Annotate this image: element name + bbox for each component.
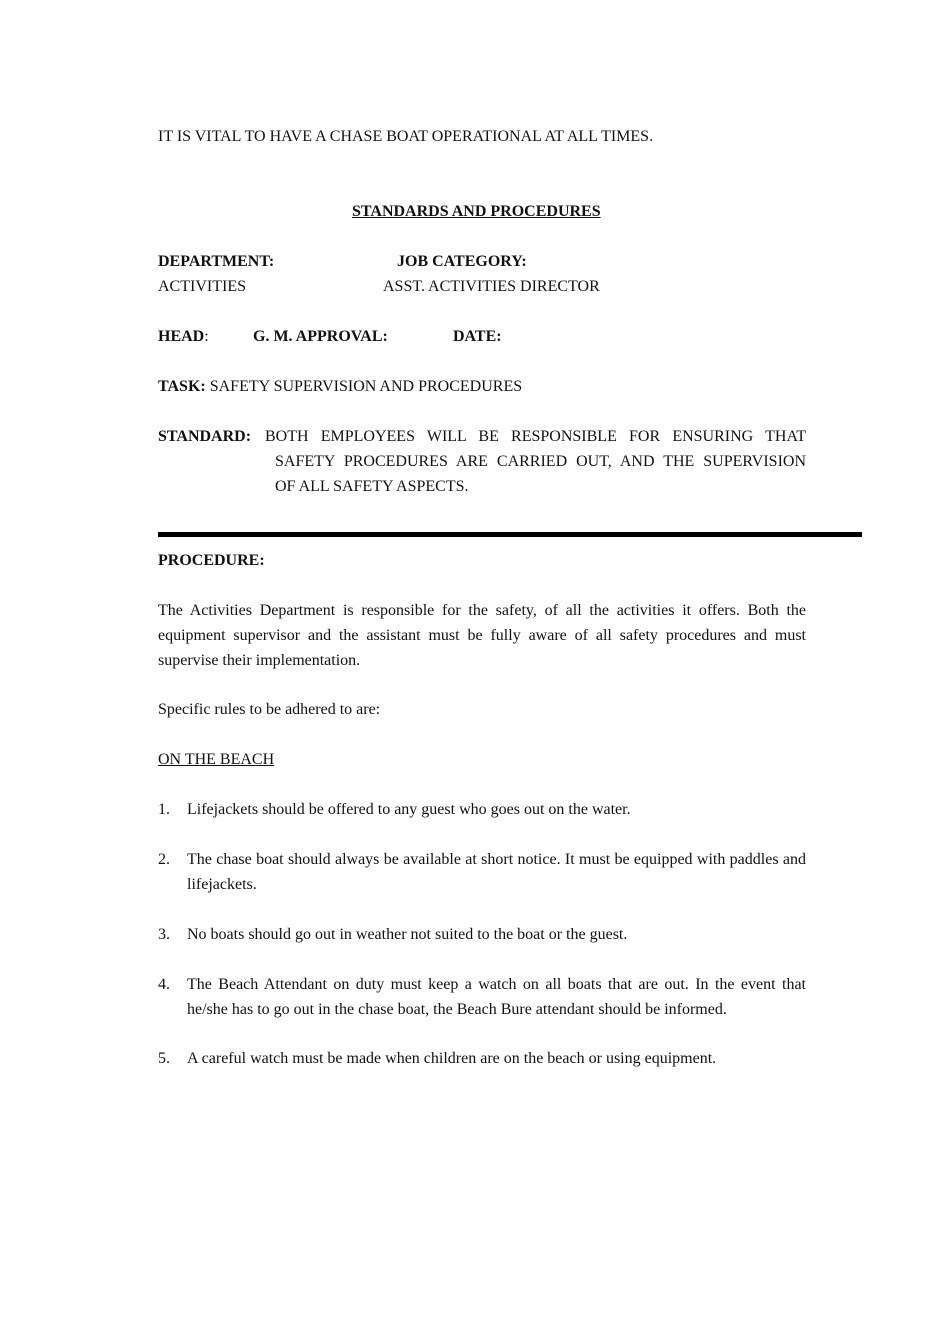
list-item: The Beach Attendant on duty must keep a watch on all boats that are out. In the event that he/she has to go out in the chase boat, the Beach Bure attendant should be informed. <box>187 976 806 1018</box>
procedure-paragraph: The Activities Department is responsible for the safety, of all the activities it offers. Both the equipment supervisor and the assistant must be fully aware of all safety procedures and must supervise their implementation. <box>158 602 806 669</box>
head-field <box>158 327 209 347</box>
rules-intro: Specific rules to be adhered to are: <box>158 701 381 718</box>
gm-approval-label: G. M. APPROVAL: <box>253 328 388 345</box>
page-title: STANDARDS AND PROCEDURES <box>352 203 601 220</box>
standard-line-2: SAFETY PROCEDURES ARE CARRIED OUT, AND THE SUPERVISION <box>275 453 806 470</box>
procedure-heading: PROCEDURE: <box>158 552 265 569</box>
head-colon: : <box>204 328 209 345</box>
job-category-label: JOB CATEGORY: <box>397 253 527 270</box>
list-item-number: 2. <box>158 851 170 868</box>
department-value: ACTIVITIES <box>158 278 246 295</box>
list-item-number: 3. <box>158 926 170 943</box>
department-label: DEPARTMENT: <box>158 253 275 270</box>
list-item: No boats should go out in weather not suited to the boat or the guest. <box>187 926 628 943</box>
on-the-beach-heading: ON THE BEACH <box>158 751 275 768</box>
standard-label: STANDARD: <box>158 428 252 445</box>
list-item: A careful watch must be made when children are on the beach or using equipment. <box>187 1050 717 1067</box>
task-label: TASK: <box>158 378 206 395</box>
list-item: Lifejackets should be offered to any guest who goes out on the water. <box>187 801 631 818</box>
task-value: SAFETY SUPERVISION AND PROCEDURES <box>209 378 523 395</box>
head-label: HEAD <box>158 328 205 345</box>
intro-line: IT IS VITAL TO HAVE A CHASE BOAT OPERATIONAL AT ALL TIMES. <box>158 128 654 145</box>
standard-line-1: BOTH EMPLOYEES WILL BE RESPONSIBLE FOR ENSURING THAT <box>265 428 806 445</box>
section-divider <box>158 532 862 537</box>
task-row <box>158 377 522 397</box>
standard-line-3: OF ALL SAFETY ASPECTS. <box>275 478 469 495</box>
list-item: The chase boat should always be available at short notice. It must be equipped with paddles and lifejackets. <box>187 851 806 893</box>
list-item-number: 4. <box>158 976 170 993</box>
date-label: DATE: <box>453 328 502 345</box>
list-item-number: 5. <box>158 1050 170 1067</box>
job-category-value: ASST. ACTIVITIES DIRECTOR <box>383 278 600 295</box>
list-item-number: 1. <box>158 801 170 818</box>
